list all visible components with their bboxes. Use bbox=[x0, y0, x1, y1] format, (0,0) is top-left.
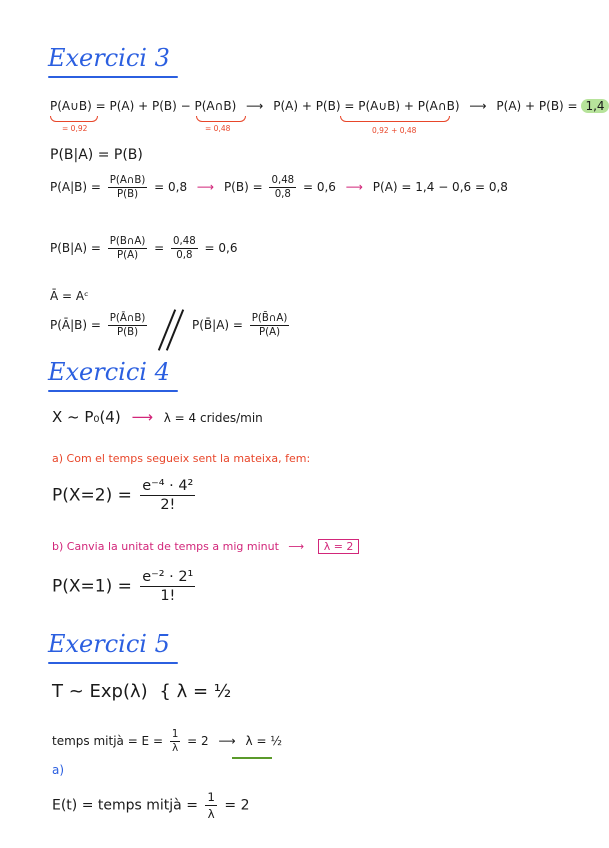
lambda-rate: λ = 4 crides/min bbox=[163, 411, 263, 425]
probability-x-2: P(X=2) = bbox=[52, 485, 132, 506]
arrow-right-icon: ⟶ bbox=[218, 734, 236, 748]
ex3-line-3 bbox=[50, 175, 508, 200]
independence-line: P(B|A) = P(B) bbox=[50, 147, 143, 163]
sum-expression: P(A) + P(B) = bbox=[496, 99, 578, 113]
denominator: P(A) bbox=[259, 327, 281, 338]
fraction bbox=[250, 313, 290, 338]
value: = 0,6 bbox=[302, 180, 336, 194]
ex5-expectation-line bbox=[52, 790, 250, 821]
denominator: P(B) bbox=[116, 189, 139, 200]
numerator: P(A∩B) bbox=[109, 175, 146, 186]
arrow-right-icon: ⟶ bbox=[345, 180, 363, 194]
numerator: e⁻² · 2¹ bbox=[142, 569, 194, 585]
exercise-5-heading bbox=[48, 630, 170, 658]
ex4-part-a-text: a) Com el temps segueix sent la mateixa, fem: bbox=[52, 452, 311, 465]
ex4-part-b-formula bbox=[52, 569, 198, 604]
note-sum-values: 0,92 + 0,48 bbox=[372, 126, 417, 135]
lambda-note: { λ = ½ bbox=[159, 681, 232, 702]
highlighted-result: 1,4 bbox=[581, 99, 608, 113]
ex3-line-4: P(B|A) = $\frac{P(B\cap A)}{P(A)}$ = $\frac{0,48}{0,8}$ = 0,6 bbox=[50, 236, 238, 261]
denominator: 0,8 bbox=[274, 189, 291, 200]
denominator: λ bbox=[172, 743, 179, 754]
fraction bbox=[269, 175, 296, 200]
ex4-part-a-formula bbox=[52, 478, 198, 513]
value: = 0,6 bbox=[204, 241, 238, 255]
separator-slash bbox=[166, 309, 184, 351]
ex4-dist-line bbox=[52, 408, 263, 426]
numerator: e⁻⁴ · 4² bbox=[142, 478, 194, 494]
complement-definition: Ā = Aᶜ bbox=[50, 289, 89, 303]
green-underline bbox=[232, 757, 272, 759]
probability-x-1: P(X=1) = bbox=[52, 576, 132, 597]
bracket-union bbox=[50, 116, 98, 122]
expectation-label: E(t) = temps mitjà = bbox=[52, 797, 198, 814]
exponential-distribution: T ~ Exp(λ) bbox=[52, 681, 148, 702]
numerator: 0,48 bbox=[173, 236, 196, 247]
numerator: P(B∩A) bbox=[109, 236, 146, 247]
arrow-right-icon: ⟶ bbox=[469, 99, 487, 113]
exercise-3-heading bbox=[48, 44, 170, 72]
denominator: 2! bbox=[160, 497, 176, 513]
pa-result: P(A) = 1,4 − 0,6 = 0,8 bbox=[372, 180, 508, 194]
bracket-intersection bbox=[196, 116, 246, 122]
heading-underline bbox=[48, 390, 178, 392]
ex3-line-6b bbox=[192, 313, 292, 338]
numerator: 0,48 bbox=[271, 175, 295, 186]
exercise-4-heading bbox=[48, 358, 170, 386]
fraction bbox=[140, 569, 195, 604]
numerator: 1 bbox=[207, 790, 215, 804]
note-intersection-value: = 0,48 bbox=[205, 124, 231, 133]
pb-expression: P(B) = bbox=[223, 180, 263, 194]
denominator: 1! bbox=[160, 588, 176, 604]
ex4-part-b-text: b) Canvia la unitat de temps a mig minut bbox=[52, 540, 279, 553]
ex5-part-a-label: a) bbox=[52, 763, 65, 777]
fraction bbox=[108, 313, 148, 338]
union-formula: P(A∪B) = P(A) + P(B) − P(A∩B) bbox=[50, 99, 237, 113]
arrow-right-icon: ⟶ bbox=[288, 540, 305, 553]
lambda-result: λ = ½ bbox=[245, 734, 282, 748]
exercise-3-title: Exercici 3 bbox=[48, 44, 170, 72]
exercise-4-title: Exercici 4 bbox=[48, 358, 170, 386]
heading-underline bbox=[48, 76, 178, 78]
exercise-5-title: Exercici 5 bbox=[48, 630, 170, 658]
fraction bbox=[171, 236, 198, 261]
ex3-line-1 bbox=[50, 99, 609, 113]
ex4-part-b-line bbox=[52, 540, 359, 553]
denominator: 0,8 bbox=[176, 250, 193, 261]
value: = 0,8 bbox=[154, 180, 188, 194]
fraction bbox=[205, 790, 217, 821]
conditional-complement-a: P(Ā|B) = bbox=[50, 318, 101, 332]
arrow-right-icon: ⟶ bbox=[131, 408, 153, 426]
numerator: P(B̄∩A) bbox=[251, 313, 288, 324]
heading-underline bbox=[48, 662, 178, 664]
boxed-lambda: λ = 2 bbox=[318, 539, 360, 554]
fraction bbox=[108, 236, 148, 261]
sum-formula: P(A) + P(B) = P(A∪B) + P(A∩B) bbox=[273, 99, 460, 113]
value: = 2 bbox=[224, 797, 250, 814]
ex3-line-6 bbox=[50, 313, 150, 338]
mean-time-label: temps mitjà = E = bbox=[52, 734, 164, 748]
conditional-complement-b: P(B̄|A) = bbox=[192, 318, 243, 332]
value: = 2 bbox=[187, 734, 209, 748]
numerator: 1 bbox=[171, 729, 179, 740]
arrow-right-icon: ⟶ bbox=[196, 180, 215, 194]
fraction bbox=[170, 729, 180, 754]
denominator: P(A) bbox=[117, 250, 139, 261]
fraction bbox=[140, 478, 195, 513]
ex5-mean-line bbox=[52, 729, 282, 754]
note-union-value: = 0,92 bbox=[62, 124, 88, 133]
poisson-distribution: X ~ P₀(4) bbox=[52, 408, 121, 426]
conditional-a-given-b: P(A|B) = bbox=[50, 180, 101, 194]
bracket-sum bbox=[340, 116, 450, 122]
ex5-dist-line bbox=[52, 681, 231, 702]
arrow-right-icon: ⟶ bbox=[246, 99, 264, 113]
fraction bbox=[108, 175, 148, 200]
denominator: λ bbox=[207, 807, 215, 821]
conditional-b-given-a: P(B|A) = bbox=[50, 241, 101, 255]
numerator: P(Ā∩B) bbox=[109, 313, 146, 324]
denominator: P(B) bbox=[116, 327, 139, 338]
